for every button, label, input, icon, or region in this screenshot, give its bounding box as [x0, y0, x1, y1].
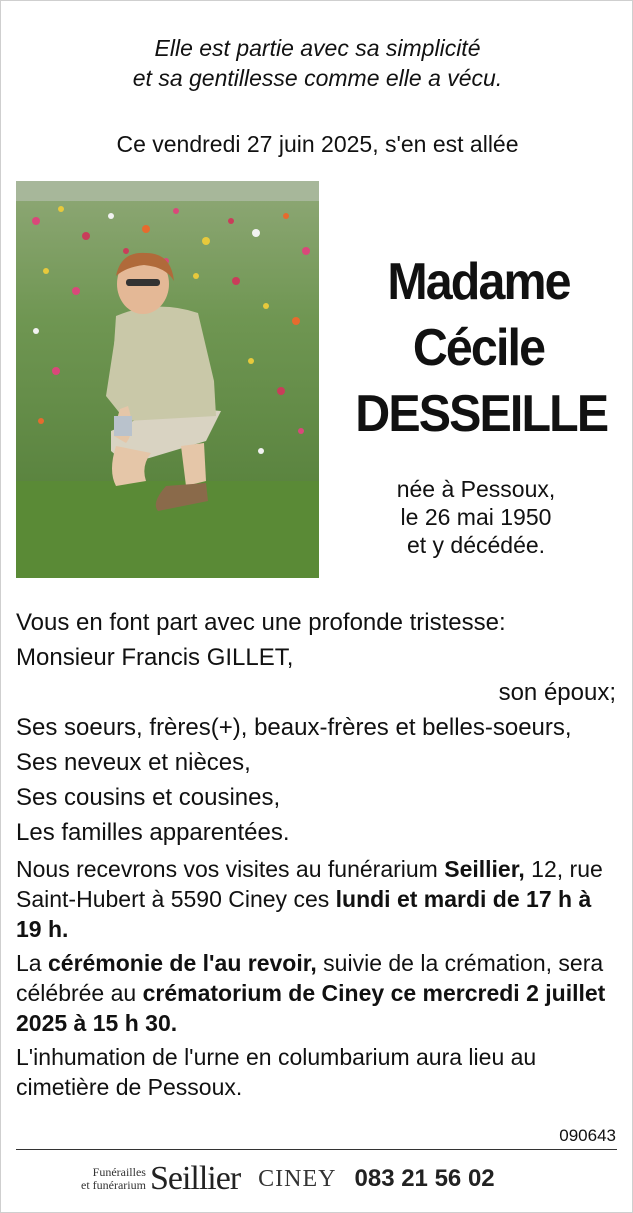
ceremony-text-1: La	[16, 950, 48, 976]
epitaph-quote	[1, 33, 633, 93]
visits-funeral-home: Seillier,	[444, 856, 525, 882]
ceremony-place-time: crématorium de Ciney ce mercredi 2 juillet 2025 à 15 h 30.	[16, 980, 606, 1036]
ceremony-title: cérémonie de l'au revoir,	[47, 950, 317, 976]
burial-paragraph: L'inhumation de l'urne en columbarium aura lieu au cimetière de Pessoux.	[16, 1044, 537, 1100]
funeral-home-city: CINEY	[258, 1165, 337, 1192]
reference-number: 090643	[559, 1126, 616, 1145]
announcement-body	[16, 605, 616, 1102]
spouse-role: son époux;	[498, 679, 616, 706]
tagline-line-2: et funérarium	[81, 1178, 146, 1192]
quote-line-1: Elle est partie avec sa simplicité	[154, 35, 481, 61]
birth-line-2: le 26 mai 1950	[400, 504, 552, 530]
funeral-home-phone: 083 21 56 02	[354, 1165, 495, 1192]
deceased-name	[355, 249, 608, 447]
name-title: Madame	[387, 253, 570, 311]
funeral-home-tagline	[81, 1166, 146, 1192]
death-announcement-line: Ce vendredi 27 juin 2025, s'en est allée	[116, 131, 519, 157]
announcement-opening: Vous en font part avec une profonde tristesse:	[16, 609, 506, 636]
birth-line-3: et y décédée.	[406, 532, 546, 558]
quote-line-2: et sa gentillesse comme elle a vécu.	[132, 65, 503, 91]
name-first: Cécile	[412, 319, 545, 377]
name-last: DESSEILLE	[355, 385, 608, 443]
tagline-line-1: Funérailles	[92, 1165, 146, 1179]
family-line: Les familles apparentées.	[16, 819, 290, 846]
family-line: Ses neveux et nièces,	[16, 749, 251, 776]
birth-line-1: née à Pessoux,	[396, 476, 556, 502]
spouse-name: Monsieur Francis GILLET,	[16, 644, 294, 671]
footer-divider	[16, 1149, 617, 1150]
visits-schedule: lundi et mardi de 17 h à 19 h.	[16, 886, 592, 942]
family-line: Ses soeurs, frères(+), beaux-frères et belles-soeurs,	[16, 714, 572, 741]
visits-text-1: Nous recevrons vos visites au funérarium	[16, 856, 445, 882]
portrait-photo	[16, 181, 319, 578]
visits-text-2: 12, rue Saint-Hubert à 5590 Ciney ces	[16, 856, 603, 912]
ceremony-paragraph	[16, 948, 616, 1038]
birth-info	[361, 475, 591, 559]
funeral-home-brand: Seillier	[149, 1160, 241, 1197]
ceremony-text-2: suivie de la crémation, sera célébrée au	[16, 950, 604, 1006]
visits-paragraph	[16, 854, 616, 944]
family-line: Ses cousins et cousines,	[16, 784, 281, 811]
funeral-home-footer	[81, 1157, 495, 1201]
